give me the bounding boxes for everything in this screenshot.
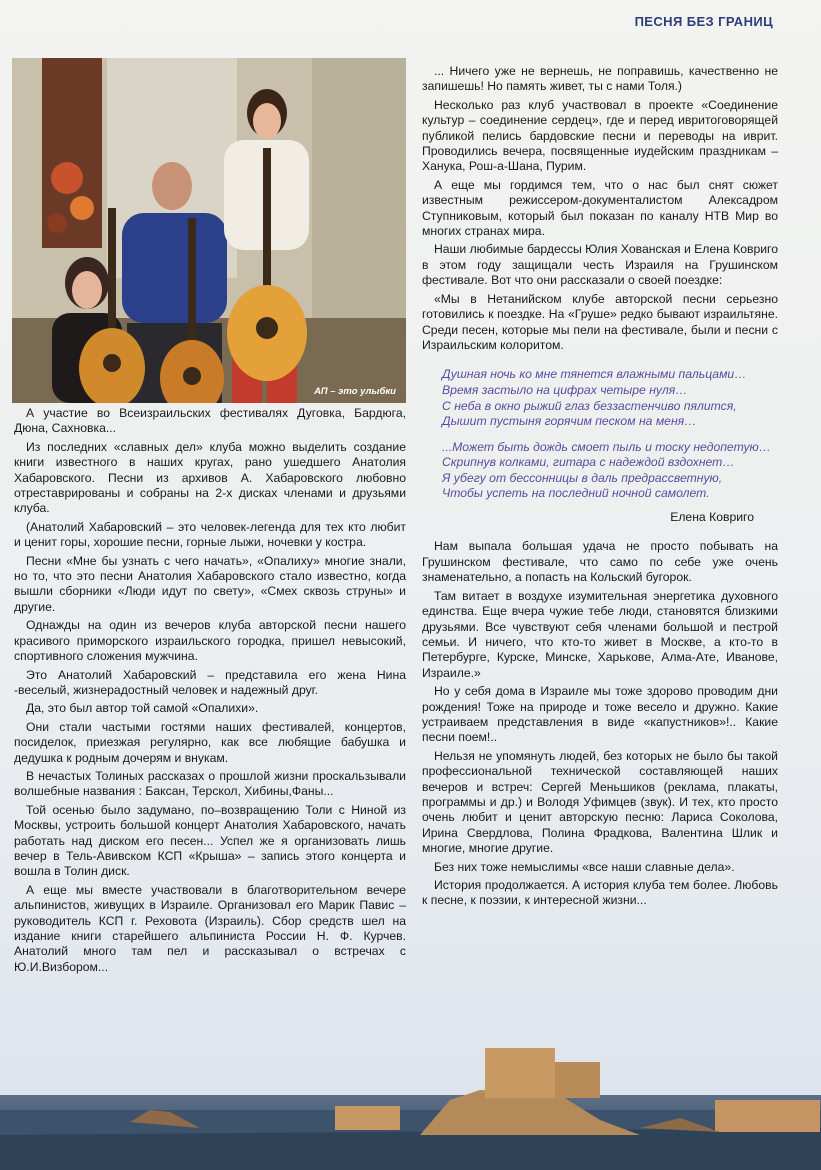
- poem-line: ...Может быть дождь смоет пыль и тоску недопетую…: [442, 439, 771, 454]
- paragraph: Песни «Мне бы узнать с чего начать», «Опалиху» многие знали, но то, что это песни Анатолия Хабаровского стало известно, когда вышли сборники «Люди идут по свету», «Смех сквозь струны» и другие.: [14, 553, 406, 614]
- paragraph: Без них тоже немыслимы «все наши славные дела».: [434, 859, 735, 874]
- photo-illustration: [12, 58, 406, 403]
- paragraph: Но у себя дома в Израиле мы тоже здорово проводим дни рождения! Тоже на природе и тоже весело и дружно. Какие устраиваем представления в виде «капустников»!.. Какие песни поем!..: [422, 684, 778, 745]
- right-column: [422, 64, 778, 912]
- paragraph: История продолжается. А история клуба тем более. Любовь к песне, к поэзии, к интересной жизни...: [422, 878, 778, 908]
- poem-line: Скрипнув колками, гитара с надеждой вздохнет…: [442, 455, 735, 470]
- paragraph: Той осенью было задумано, по–возвращению Толи с Ниной из Москвы, устроить большой концерт Анатолия Хабаровского, начать работать над диском его песен... Успел же я организовать лишь вечер в Тель-Авивском КСП «Крыша» – запись этого концерта и вошла в Толин диск.: [14, 802, 406, 879]
- paragraph: А участие во Всеизраильских фестивалях Дуговка, Бардюга, Дюна, Сахновка...: [14, 406, 406, 436]
- coastal-fortress-illustration: [0, 1040, 821, 1170]
- poem-stanza-2: [442, 440, 778, 502]
- poem-line: Время застыло на цифрах четыре нуля…: [442, 382, 688, 397]
- group-photo: [12, 58, 406, 403]
- paragraph: А еще мы гордимся тем, что о нас был снят сюжет известным режиссером-документалистом Алексадром Ступниковым, который был показан по каналу НТВ Мир во многих странах мира.: [422, 177, 778, 239]
- paragraph: Наши любимые бардессы Юлия Хованская и Елена Ковриго в этом году защищали честь Израиля на Грушинском фестивале. Вот что они рассказали о своей поездке:: [422, 242, 778, 288]
- section-header: ПЕСНЯ БЕЗ ГРАНИЦ: [634, 14, 773, 29]
- paragraph: Однажды на один из вечеров клуба авторской песни нашего красивого приморского израильского городка, пришел невысокий, спортивного сложения мужчина.: [14, 618, 406, 664]
- paragraph: (Анатолий Хабаровский – это человек-легенда для тех кто любит и ценит горы, хорошие песни, горные лыжи, ночевки у костра.: [14, 519, 406, 550]
- poem-line: Дышит пустыня горячим песком на меня…: [442, 414, 697, 429]
- paragraph: В нечастых Толиных рассказах о прошлой жизни проскальзывали волшебные названия : Баксан, Терскол, Хибины,Фаны...: [14, 768, 406, 799]
- paragraph: Да, это был автор той самой «Опалихи».: [26, 701, 259, 716]
- paragraph: Там витает в воздухе изумительная энергетика духовного единства. Еще вчера чужие тебе люди, становятся близкими друзьями. Все чувствуют себя членами большой и пестрой семьи. И ничего, что кто-то живет в Москве, а кто-то в Петербурге, Курске, Минске, Харькове, Алма-Ате, Иванове, Израиле.»: [422, 588, 778, 680]
- paragraph: Нам выпала большая удача не просто побывать на Грушинском фестивале, что само по себе уже очень знаменательно, а попасть на Кольский бугорок.: [422, 539, 778, 585]
- paragraph: Они стали частыми гостями наших фестивалей, концертов, посиделок, приезжая регулярно, как все любящие бабушка и дедушка к родным дочерям и внукам.: [14, 719, 406, 765]
- paragraph: Это Анатолий Хабаровский – представила его жена Нина -веселый, жизнерадостный человек и надежный друг.: [14, 667, 406, 697]
- photo-caption: АП – это улыбки: [314, 386, 396, 397]
- left-column: [14, 406, 406, 978]
- paragraph: Несколько раз клуб участвовал в проекте «Соединение культур – соединение сердец», где и перед ивритоговорящей публикой пелись бардовские песни и переводы на иврит. Проводились вечера, посвященные иудейским праздникам – Ханука, Рош-а-Шана, Пурим.: [422, 97, 778, 174]
- poem-line: С неба в окно рыжий глаз беззастенчиво пялится,: [442, 398, 737, 413]
- poem-author: Елена Ковриго: [670, 510, 754, 525]
- paragraph: Нельзя не упомянуть людей, без которых не было бы такой профессиональной технической составляющей наших вечеров и встреч: Сергей Меньшиков (реклама, плакаты, программы и др.) и Володя Уфимцев (звук). И тех, кто просто очень любит и ценит авторскую песню: Лариса Соколова, Ирина Свердлова, Полина Фрадкова, Валентина Шлик и многие, многие другие.: [422, 748, 778, 856]
- paragraph: ... Ничего уже не вернешь, не поправишь, качественно не запишешь! Но память живет, ты с нами Толя.): [422, 64, 778, 94]
- poem-line: Я убегу от бессонницы в даль предрассветную,: [442, 470, 723, 485]
- poem-stanza-1: [442, 367, 778, 429]
- paragraph: А еще мы вместе участвовали в благотворительном вечере альпинистов, живущих в Израиле. Организовал его Марик Павис – руководитель КСП г. Реховота (Израиль). Сбор средств шел на издание книги старейшего альпиниста России Н. Ф. Курчев. Анатолий много там пел и рассказывал о встречах с Ю.И.Визбором...: [14, 882, 406, 974]
- paragraph: «Мы в Нетанийском клубе авторской песни серьезно готовились к поездке. На «Груше» редко бывают израильтяне. Среди песен, которые мы пели на фестивале, были и песни с Израильским колоритом.: [422, 291, 778, 352]
- poem-line: Чтобы успеть на последний ночной самолет.: [442, 486, 710, 501]
- poem-line: Душная ночь ко мне тянется влажными пальцами…: [442, 367, 747, 382]
- paragraph: Из последних «славных дел» клуба можно выделить создание книги известного в наших кругах, рано ушедшего Анатолия Хабаровского. Песни из архивов А. Хабаровского любовно отреставрированы и собраны на 2-х дисках членами и друзьями клуба.: [14, 439, 406, 516]
